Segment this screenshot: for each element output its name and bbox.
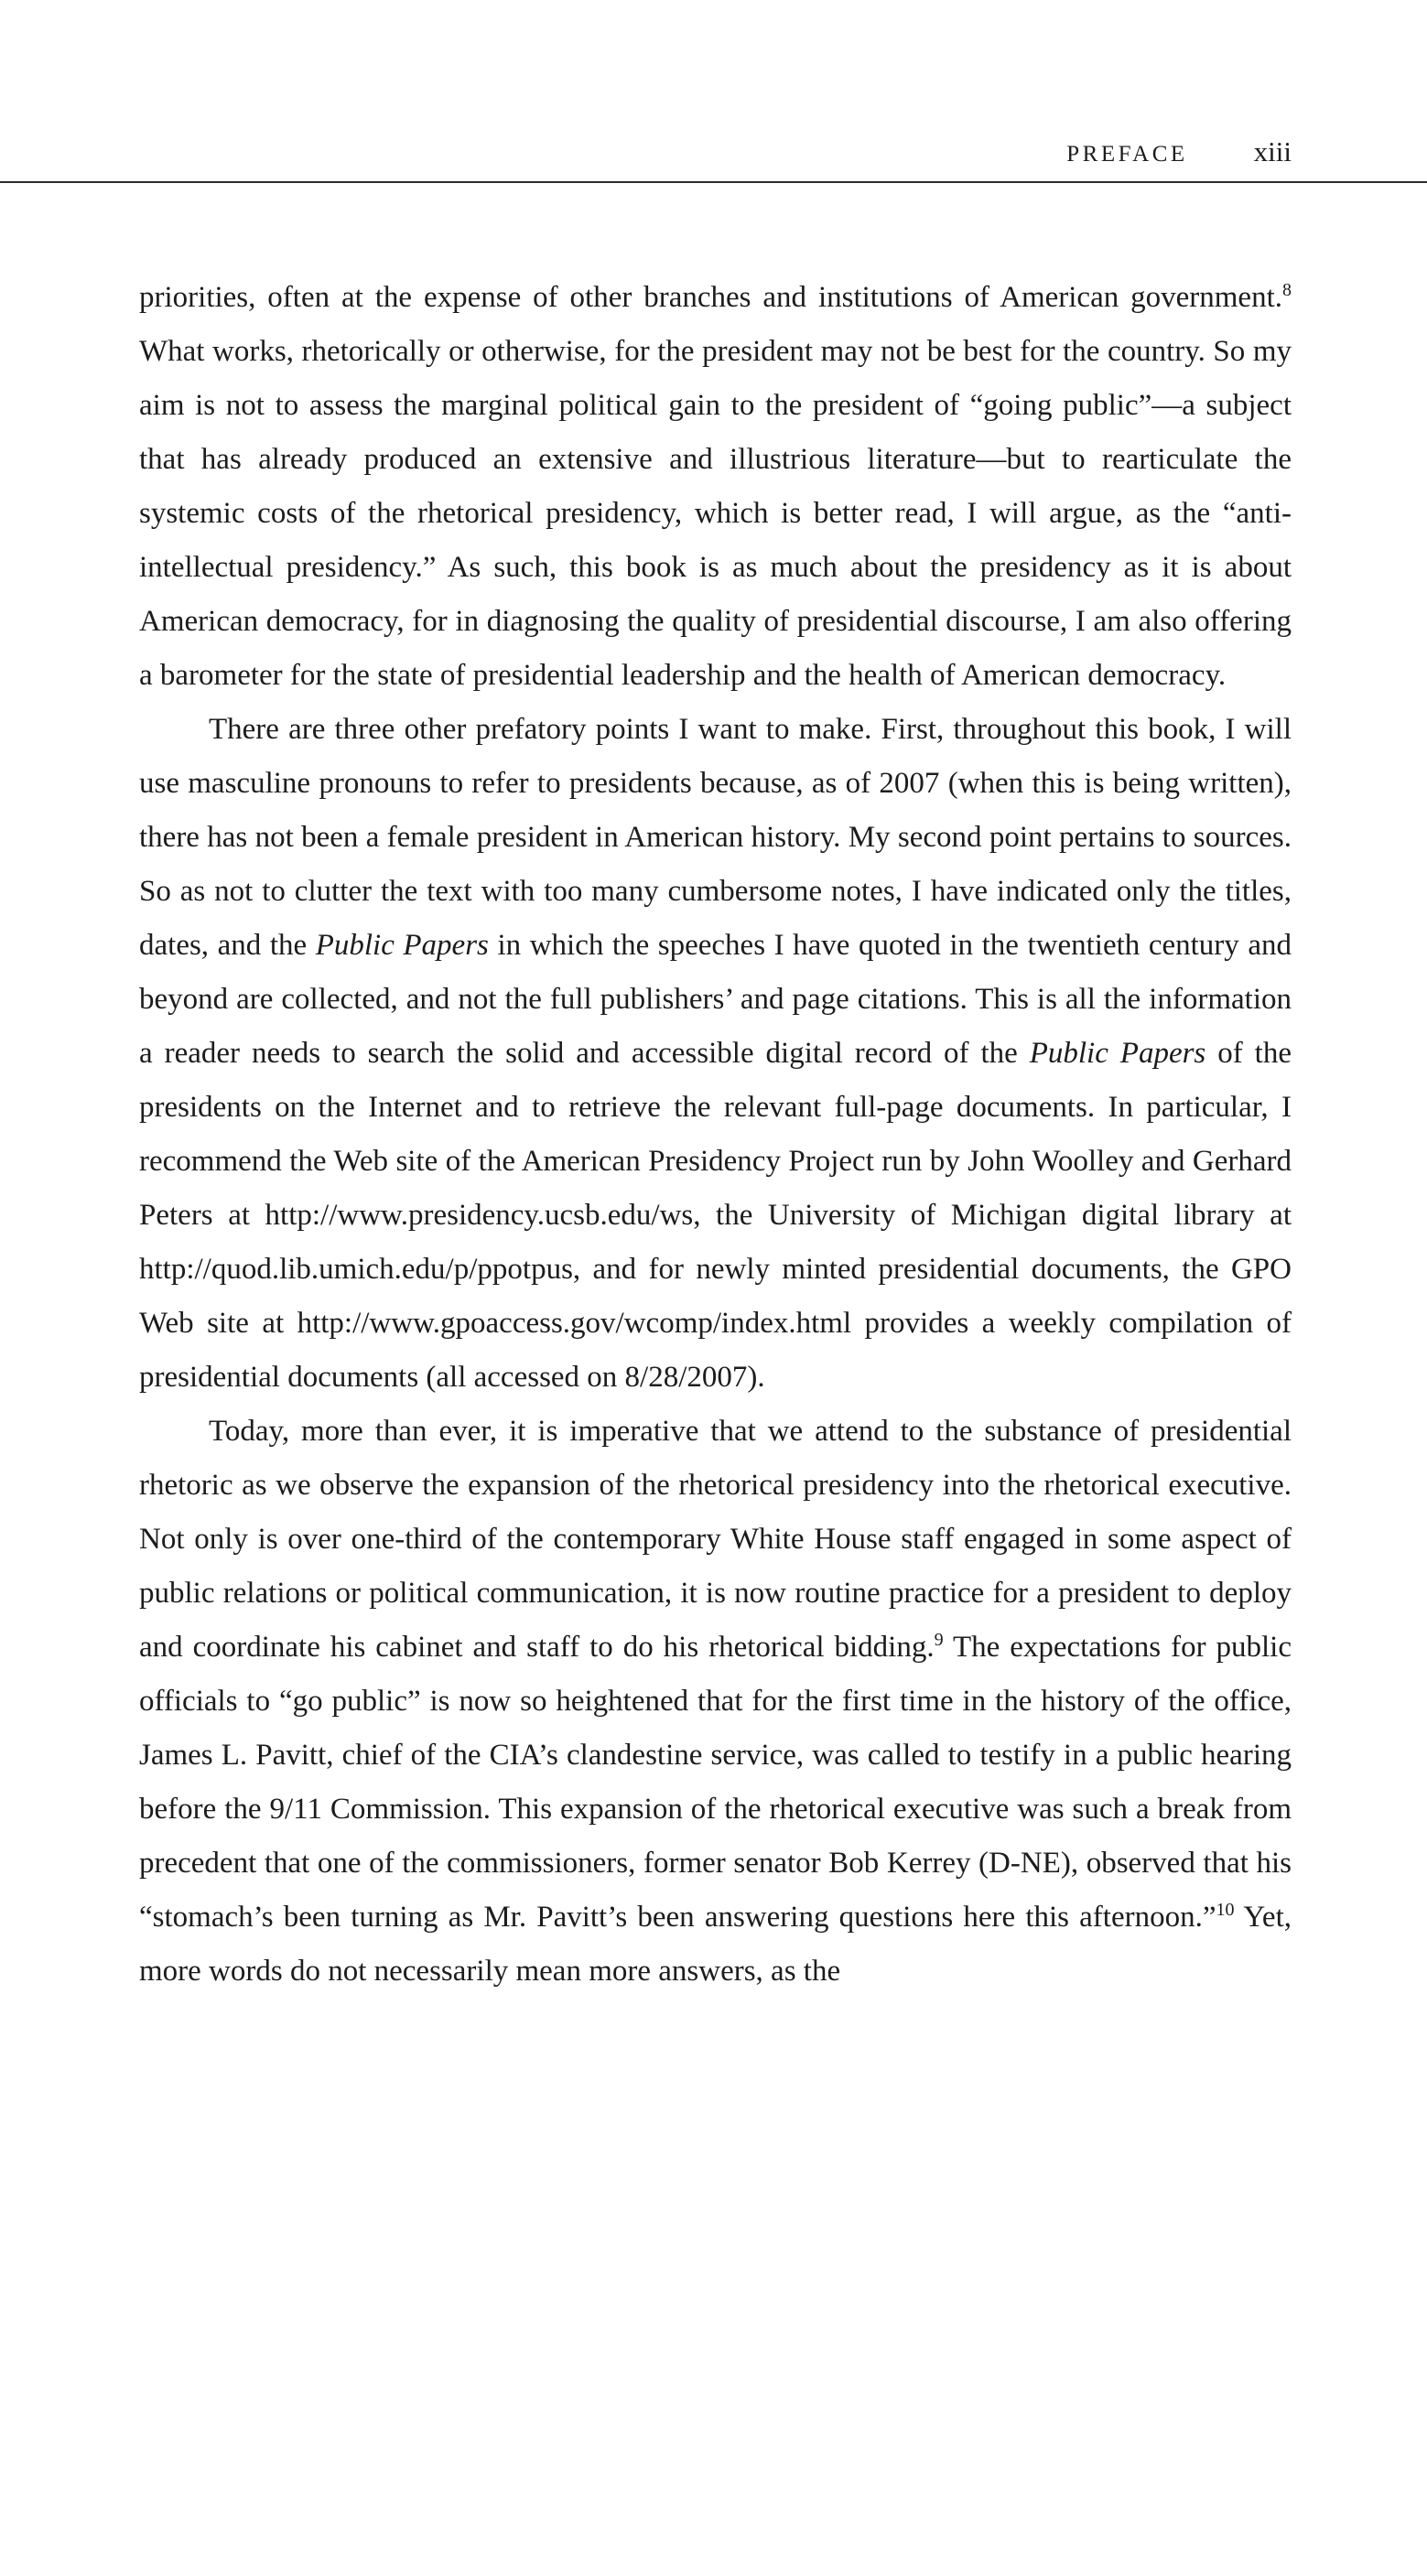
text-run: in which the speeches I have quoted in the twentieth century and beyond are collected, and not the full publishers’ and page citations. This is all the information a reader needs to search the solid and accessible digital record of the (139, 929, 1292, 1070)
text-run: What works, rhetorically or otherwise, for the president may not be best for the country. So my aim is not to assess the marginal political gain to the president of “going public”—a subject that has already produced an extensive and illustrious literature—but to rearticulate the systemic costs of the rhetorical presidency, which is better read, I will argue, as the “anti-intellectual presidency.” As such, this book is as much about the presidency as it is about American democracy, for in diagnosing the quality of presidential discourse, I am also offering a barometer for the state of presidential leadership and the health of American democracy. (139, 335, 1292, 692)
page-header (0, 0, 1427, 168)
italic-text: Public Papers (315, 929, 489, 962)
paragraph (139, 703, 1292, 1405)
text-run: The expectations for public officials to “go public” is now so heightened that for the first time in the history of the office, James L. Pavitt, chief of the CIA’s clandestine service, was called to testify in a public hearing before the 9/11 Commission. This expansion of the rhetorical executive was such a break from precedent that one of the commissioners, former senator Bob Kerrey (D-NE), observed that his “stomach’s been turning as Mr. Pavitt’s been answering questions here this afternoon.” (139, 1631, 1292, 1934)
footnote-marker: 10 (1216, 1900, 1235, 1920)
body-text (0, 183, 1427, 1999)
running-head-section: PREFACE (1066, 142, 1188, 167)
text-run: of the presidents on the Internet and to retrieve the relevant full-page documents. In particular, I recommend the Web site of the American Presidency Project run by John Woolley and Gerhard Peters at http://www.presidency.ucsb.edu/ws, the University of Michigan digital library at http://quod.lib.umich.edu/p/ppotpus, and for newly minted presidential documents, the GPO Web site at http://www.gpoaccess.gov/wcomp/index.html provides a weekly compilation of presidential documents (all accessed on 8/28/2007). (139, 1037, 1292, 1394)
text-run: Yet, more words do not necessarily mean more answers, as the (139, 1901, 1292, 1988)
footnote-marker: 9 (934, 1630, 944, 1650)
text-run: Today, more than ever, it is imperative that we attend to the substance of presidential rhetoric as we observe the expansion of the rhetorical presidency into the rhetorical executive. Not only is over one-third of the contemporary White House staff engaged in some aspect of public relations or political communication, it is now routine practice for a president to deploy and coordinate his cabinet and staff to do his rhetorical bidding. (139, 1415, 1292, 1664)
text-run: There are three other prefatory points I want to make. First, throughout this book, I will use masculine pronouns to refer to presidents because, as of 2007 (when this is being written), there has not been a female president in American history. My second point pertains to sources. So as not to clutter the text with too many cumbersome notes, I have indicated only the titles, dates, and the (139, 713, 1292, 962)
footnote-marker: 8 (1282, 280, 1292, 300)
paragraph (139, 1405, 1292, 1999)
page-number: xiii (1253, 135, 1292, 167)
italic-text: Public Papers (1029, 1037, 1206, 1070)
text-run: priorities, often at the expense of other branches and institutions of American government. (139, 281, 1282, 314)
paragraph (139, 271, 1292, 703)
